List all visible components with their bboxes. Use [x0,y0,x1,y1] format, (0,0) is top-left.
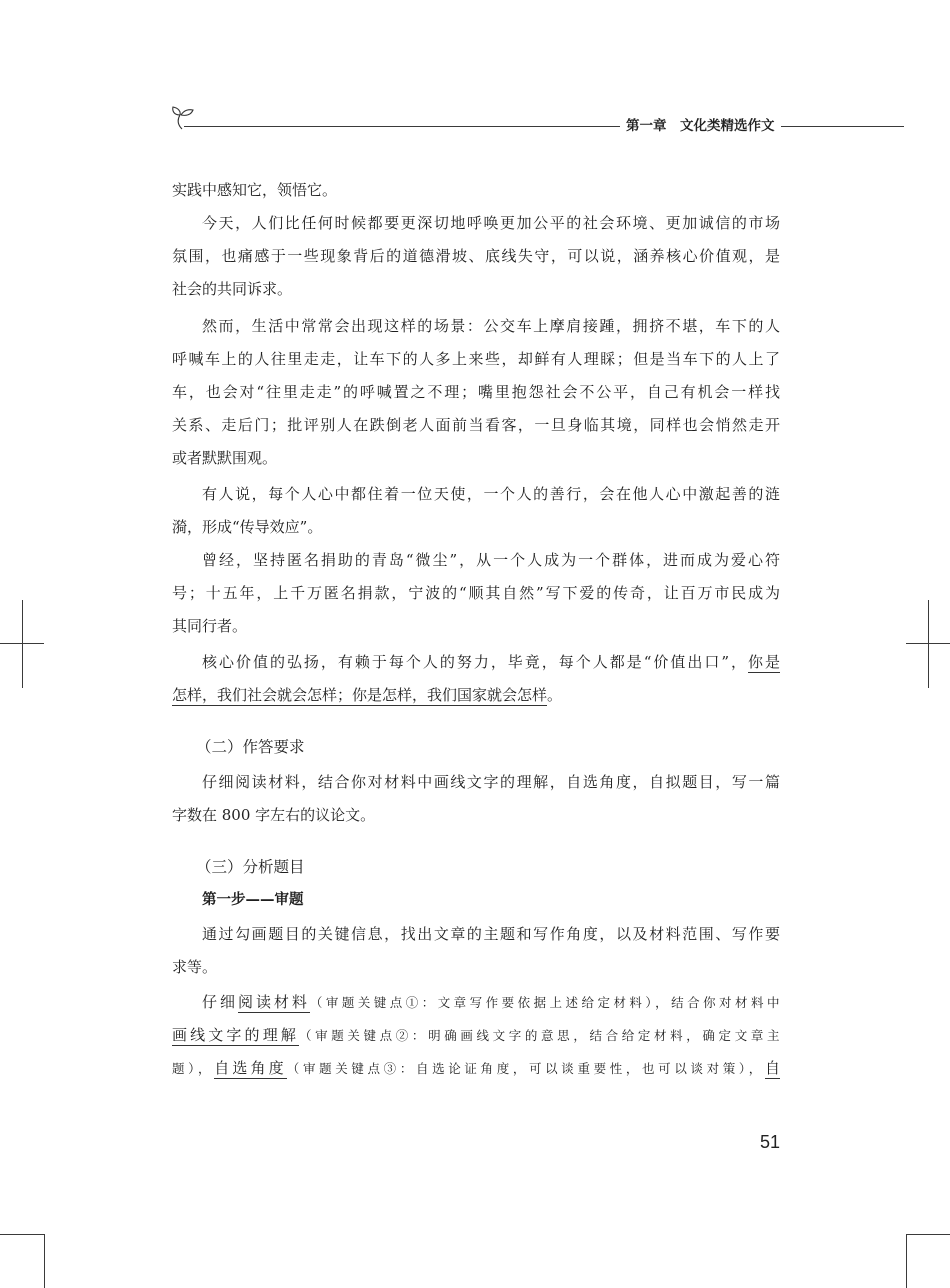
annotation-text: （审题关键点③：自选论证角度，可以谈重要性，也可以谈对策）， [286,1061,765,1076]
paragraph-line: 字数在 800 字左右的议论文。 [172,806,376,824]
paragraph-line: 号；十五年，上千万匿名捐款，宁波的“顺其自然”写下爱的传奇，让百万市民成为 [172,584,780,602]
text-span: 核心价值的弘扬，有赖于每个人的努力，毕竟，每个人都是“价值出口”， [202,653,748,671]
paragraph-line: 氛围，也痛感于一些现象背后的道德滑坡、底线失守，可以说，涵养核心价值观，是 [172,247,780,265]
paragraph-line: 实践中感知它，领悟它。 [172,181,338,199]
crop-mark-bottom-left-v [44,1234,45,1288]
paragraph-line: 车，也会对“往里走走”的呼喊置之不理；嘴里抱怨社会不公平，自己有机会一样找 [172,383,780,401]
page-number: 51 [759,1132,780,1152]
paragraph-line: 仔细阅读材料，结合你对材料中画线文字的理解，自选角度，自拟题目，写一篇 [202,773,780,791]
paragraph-line: 今天，人们比任何时候都要更深切地呼唤更加公平的社会环境、更加诚信的市场 [202,214,780,232]
text-span: 仔细 [202,993,238,1011]
paragraph-line: 通过勾画题目的关键信息，找出文章的主题和写作角度，以及材料范围、写作要 [202,925,780,943]
paragraph-line [172,1052,780,1085]
paragraph-line: 漪，形成“传导效应”。 [172,518,323,536]
paragraph-line [172,986,780,1019]
underlined-text: 你是 [748,653,780,671]
underlined-text: 阅读材料 [237,993,310,1011]
step-heading: 第一步——审题 [202,892,304,908]
crop-mark-bottom-left-h [0,1234,44,1235]
crop-mark-bottom-right-h [906,1234,950,1235]
paragraph-line: 求等。 [172,958,218,976]
paragraph-line: 然而，生活中常常会出现这样的场景：公交车上摩肩接踵，拥挤不堪，车下的人 [202,317,780,335]
underlined-text: 自 [764,1059,780,1077]
leaf-ornament-icon [170,103,196,133]
paragraph-line: 或者默默围观。 [172,449,278,467]
paragraph-line: 曾经，坚持匿名捐助的青岛“微尘”，从一个人成为一个群体，进而成为爱心符 [202,551,780,569]
paragraph-line: 关系、走后门；批评别人在跌倒老人面前当看客，一旦身临其境，同样也会悄然走开 [172,416,780,434]
section-heading: （三）分析题目 [196,858,305,876]
paragraph-line: 社会的共同诉求。 [172,280,293,298]
paragraph-line [172,679,780,712]
crop-mark-bottom-right-v [906,1234,907,1288]
crop-mark-left-v [22,600,23,688]
header-rule [184,126,904,127]
underlined-text: 画线文字的理解 [172,1026,299,1044]
chapter-title: 第一章 文化类精选作文 [620,116,781,136]
underlined-text: 怎样，我们社会就会怎样；你是怎样，我们国家就会怎样 [172,686,548,704]
crop-mark-right-v [928,600,929,688]
paragraph-line [172,646,780,679]
annotation-text: 题）， [172,1061,215,1076]
annotation-text: （审题关键点②：明确画线文字的意思，结合给定材料，确定文章主 [298,1028,780,1043]
paragraph-line: 有人说，每个人心中都住着一位天使，一个人的善行，会在他人心中激起善的涟 [202,485,780,503]
paragraph-line: 呼喊车上的人往里走走，让车下的人多上来些，却鲜有人理睬；但是当车下的人上了 [172,350,780,368]
annotation-text: （审题关键点①：文章写作要依据上述给定材料），结合你对材料中 [309,995,780,1010]
section-heading: （二）作答要求 [196,738,305,756]
underlined-text: 自选角度 [214,1059,287,1077]
paragraph-line: 其同行者。 [172,617,248,635]
paragraph-line [172,1019,780,1052]
text-span: 。 [547,686,563,704]
